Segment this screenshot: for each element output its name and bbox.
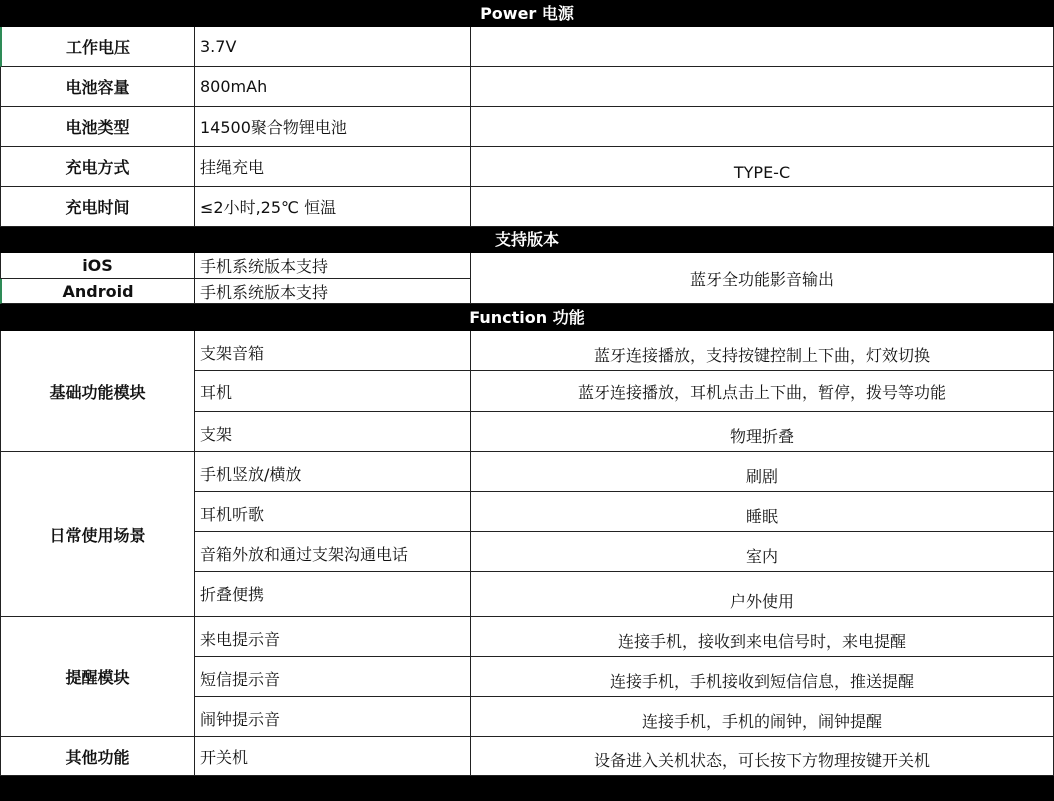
power-value-charge-time[interactable]: ≤2小时,25℃ 恒温 [195, 187, 471, 227]
function-item[interactable]: 耳机 [195, 371, 471, 412]
function-item[interactable]: 手机竖放/横放 [195, 452, 471, 492]
power-note-cell[interactable] [471, 107, 1054, 147]
power-value-capacity[interactable]: 800mAh [195, 67, 471, 107]
function-desc[interactable]: 刷剧 [471, 452, 1054, 492]
function-desc[interactable]: 蓝牙连接播放，支持按键控制上下曲，灯效切换 [471, 331, 1054, 371]
function-group-other[interactable]: 其他功能 [0, 737, 195, 776]
function-desc[interactable]: 物理折叠 [471, 412, 1054, 452]
function-desc[interactable]: 蓝牙连接播放，耳机点击上下曲，暂停，拨号等功能 [471, 371, 1054, 412]
power-note-cell[interactable] [471, 27, 1054, 67]
version-label-android[interactable]: Android [0, 279, 195, 304]
function-desc[interactable]: 室内 [471, 532, 1054, 572]
function-item[interactable]: 短信提示音 [195, 657, 471, 697]
power-label-capacity[interactable]: 电池容量 [0, 67, 195, 107]
footer-band [0, 776, 1054, 801]
function-group-basic[interactable]: 基础功能模块 [0, 331, 195, 452]
power-value-charge-method[interactable]: 挂绳充电 [195, 147, 471, 187]
function-desc[interactable]: 设备进入关机状态，可长按下方物理按键开关机 [471, 737, 1054, 776]
section-header-power: Power 电源 [0, 0, 1054, 27]
function-group-daily[interactable]: 日常使用场景 [0, 452, 195, 617]
version-value-android[interactable]: 手机系统版本支持 [195, 279, 471, 304]
function-item[interactable]: 耳机听歌 [195, 492, 471, 532]
section-header-version: 支持版本 [0, 227, 1054, 253]
function-desc[interactable]: 睡眠 [471, 492, 1054, 532]
power-note-cell[interactable] [471, 67, 1054, 107]
power-label-voltage[interactable]: 工作电压 [0, 27, 195, 67]
power-label-battery-type[interactable]: 电池类型 [0, 107, 195, 147]
function-item[interactable]: 开关机 [195, 737, 471, 776]
function-item[interactable]: 闹钟提示音 [195, 697, 471, 737]
power-note-cell[interactable] [471, 187, 1054, 227]
power-value-battery-type[interactable]: 14500聚合物锂电池 [195, 107, 471, 147]
function-desc[interactable]: 连接手机，手机的闹钟，闹钟提醒 [471, 697, 1054, 737]
function-item[interactable]: 支架 [195, 412, 471, 452]
function-desc[interactable]: 户外使用 [471, 572, 1054, 617]
power-label-charge-method[interactable]: 充电方式 [0, 147, 195, 187]
version-value-ios[interactable]: 手机系统版本支持 [195, 253, 471, 279]
power-value-voltage[interactable]: 3.7V [195, 27, 471, 67]
function-group-reminder[interactable]: 提醒模块 [0, 617, 195, 737]
power-note-type-c[interactable]: TYPE-C [471, 147, 1054, 187]
function-item[interactable]: 支架音箱 [195, 331, 471, 371]
function-desc[interactable]: 连接手机，接收到来电信号时，来电提醒 [471, 617, 1054, 657]
power-label-charge-time[interactable]: 充电时间 [0, 187, 195, 227]
function-desc[interactable]: 连接手机，手机接收到短信信息，推送提醒 [471, 657, 1054, 697]
version-note[interactable]: 蓝牙全功能影音输出 [471, 253, 1054, 304]
section-header-function: Function 功能 [0, 304, 1054, 331]
version-label-ios[interactable]: iOS [0, 253, 195, 279]
function-item[interactable]: 来电提示音 [195, 617, 471, 657]
function-item[interactable]: 音箱外放和通过支架沟通电话 [195, 532, 471, 572]
function-item[interactable]: 折叠便携 [195, 572, 471, 617]
